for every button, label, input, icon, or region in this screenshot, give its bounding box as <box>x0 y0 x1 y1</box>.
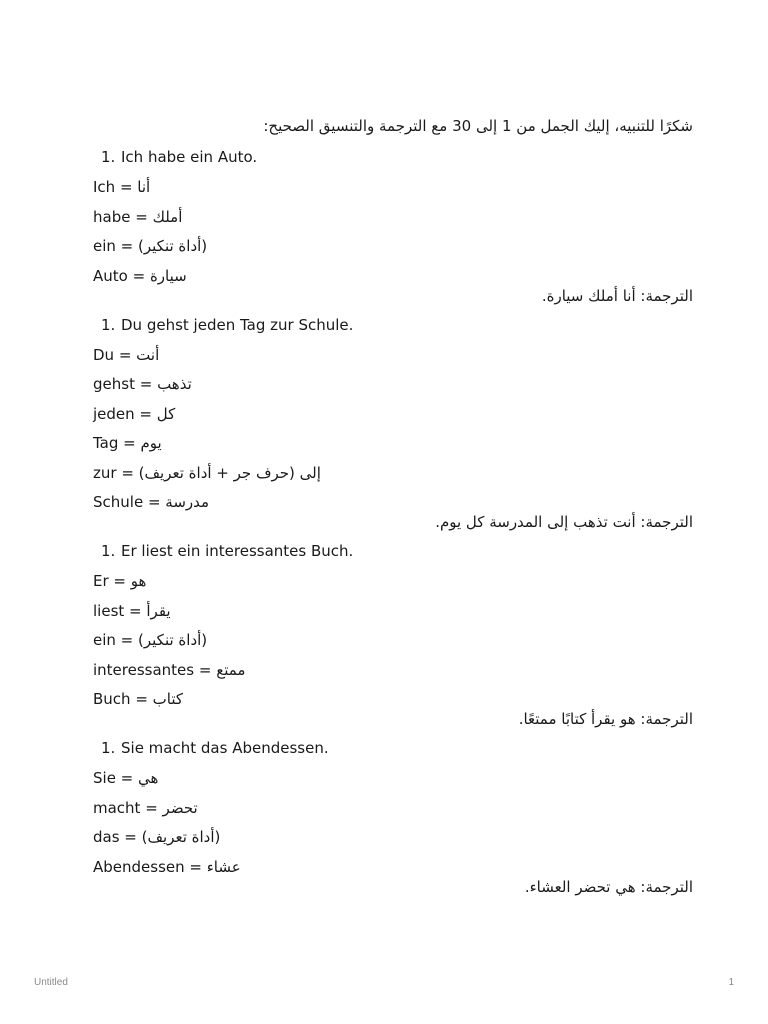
translation: الترجمة: هو يقرأ كتابًا ممتعًا. <box>518 710 693 728</box>
list-number: 1. <box>101 148 116 166</box>
word-definition: ein = (أداة تنكير) <box>93 631 208 649</box>
word-definition: Auto = سيارة <box>93 266 187 285</box>
numbered-sentence <box>93 147 693 167</box>
sentence-block <box>93 738 693 897</box>
word-definition: jeden = كل <box>93 404 176 423</box>
list-number: 1. <box>101 315 116 334</box>
word-definition: liest = يقرأ <box>93 601 171 620</box>
word-definition: Sie = هي <box>93 769 159 787</box>
german-sentence: Ich habe ein Auto. <box>121 148 258 166</box>
word-definition: macht = تحضر <box>93 798 198 817</box>
german-sentence: Sie macht das Abendessen. <box>121 739 329 757</box>
word-definition: Du = أنت <box>93 345 160 364</box>
german-sentence: Er liest ein interessantes Buch. <box>121 542 354 560</box>
word-definition: Tag = يوم <box>93 434 162 452</box>
list-number: 1. <box>101 542 116 560</box>
word-definition: Schule = مدرسة <box>93 493 210 511</box>
translation: الترجمة: أنت تذهب إلى المدرسة كل يوم. <box>435 513 693 531</box>
word-definition: das = (أداة تعريف) <box>93 828 221 846</box>
document-body <box>93 116 693 897</box>
word-definition: interessantes = ممتع <box>93 660 246 679</box>
german-sentence: Du gehst jeden Tag zur Schule. <box>121 315 354 334</box>
word-definition: habe = أملك <box>93 207 183 226</box>
word-definition: Ich = أنا <box>93 178 151 196</box>
word-definition: Buch = كتاب <box>93 690 184 708</box>
word-definition: zur = إلى (حرف جر + أداة تعريف) <box>93 463 321 482</box>
word-definition: Er = هو <box>93 572 147 590</box>
numbered-sentence <box>93 541 693 561</box>
word-definition: gehst = تذهب <box>93 375 192 393</box>
document-title: Untitled <box>34 977 68 988</box>
page-number: 1 <box>728 977 734 988</box>
sentence-block <box>93 541 693 729</box>
sentence-block <box>93 315 693 533</box>
numbered-sentence <box>93 315 693 335</box>
word-definition: Abendessen = عشاء <box>93 857 241 876</box>
numbered-sentence <box>93 738 693 758</box>
intro-text: شكرًا للتنبيه، إليك الجمل من 1 إلى 30 مع الترجمة والتنسيق الصحيح: <box>263 117 693 135</box>
translation: الترجمة: هي تحضر العشاء. <box>524 877 693 896</box>
translation: الترجمة: أنا أملك سيارة. <box>541 286 693 305</box>
word-definition: ein = (أداة تنكير) <box>93 237 208 255</box>
sentence-block <box>93 147 693 306</box>
list-number: 1. <box>101 739 116 757</box>
